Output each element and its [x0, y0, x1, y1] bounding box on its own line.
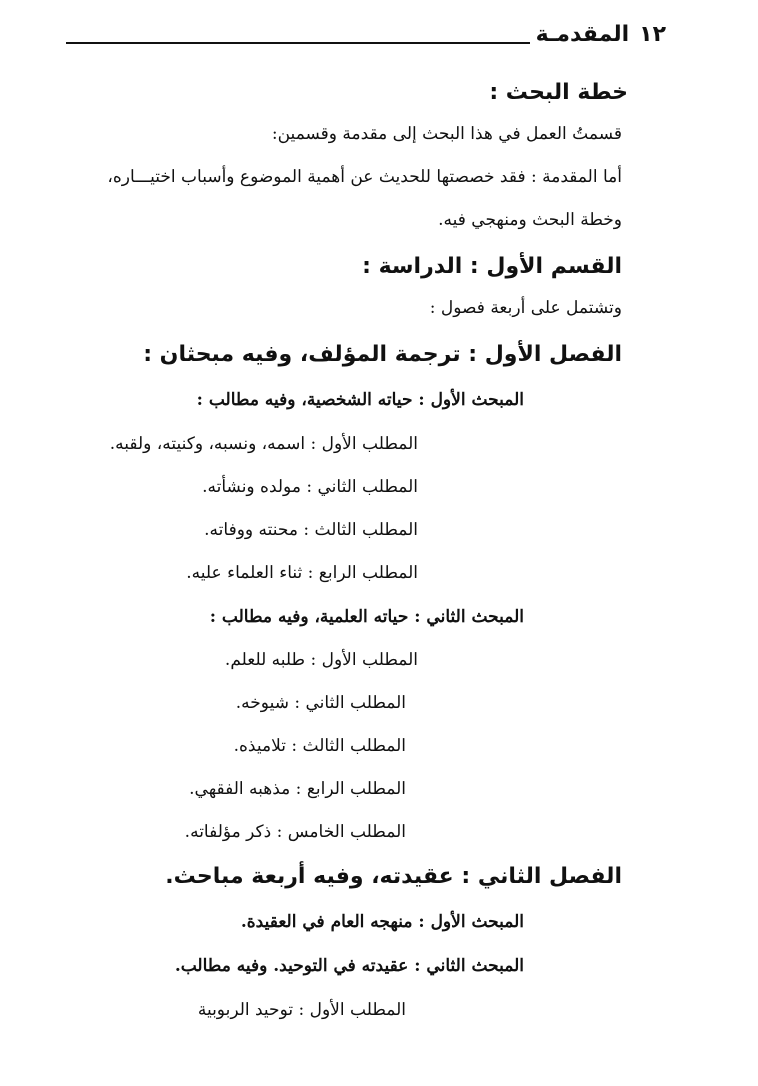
chapter2-heading: الفصل الثاني : عقيدته، وفيه أربعة مباحث. [165, 864, 622, 889]
ch1-t2-item: المطلب الثاني : شيوخه. [235, 693, 406, 713]
intro-desc-line-2: وخطة البحث ومنهجي فيه. [438, 210, 622, 230]
plan-heading: خطة البحث : [489, 80, 628, 105]
ch1-t1-item: المطلب الأول : اسمه، ونسبه، وكنيته، ولقبه. [109, 434, 418, 454]
ch1-topic1-heading: المبحث الأول : حياته الشخصية، وفيه مطالب : [196, 390, 524, 410]
ch1-t2-item: المطلب الخامس : ذكر مؤلفاته. [184, 822, 406, 842]
section1-heading: القسم الأول : الدراسة : [362, 254, 622, 279]
ch2-topic1-heading: المبحث الأول : منهجه العام في العقيدة. [240, 912, 524, 932]
ch2-topic2-heading: المبحث الثاني : عقيدته في التوحيد. وفيه مطالب. [174, 956, 524, 976]
running-title: المقدمـة [535, 22, 630, 47]
ch1-t1-item: المطلب الثالث : محنته ووفاته. [204, 520, 418, 540]
ch2-t2-item: المطلب الأول : توحيد الربوبية [197, 1000, 406, 1020]
ch1-t2-item: المطلب الأول : طلبه للعلم. [224, 650, 418, 670]
ch1-t2-item: المطلب الرابع : مذهبه الفقهي. [189, 779, 406, 799]
intro-line: قسمتُ العمل في هذا البحث إلى مقدمة وقسمين: [271, 124, 622, 144]
page-header [66, 12, 666, 46]
header-rule [66, 42, 530, 44]
section1-desc: وتشتمل على أربعة فصول : [429, 298, 622, 318]
ch1-topic2-heading: المبحث الثاني : حياته العلمية، وفيه مطالب : [209, 607, 524, 627]
chapter1-heading: الفصل الأول : ترجمة المؤلف، وفيه مبحثان : [143, 342, 622, 367]
ch1-t1-item: المطلب الثاني : مولده ونشأته. [202, 477, 418, 497]
intro-desc-line-1: أما المقدمة : فقد خصصتها للحديث عن أهمية الموضوع وأسباب اختيـــاره، [107, 167, 622, 187]
ch1-t1-item: المطلب الرابع : ثناء العلماء عليه. [186, 563, 418, 583]
ch1-t2-item: المطلب الثالث : تلاميذه. [233, 736, 406, 756]
page-number: ١٢ [639, 22, 666, 47]
